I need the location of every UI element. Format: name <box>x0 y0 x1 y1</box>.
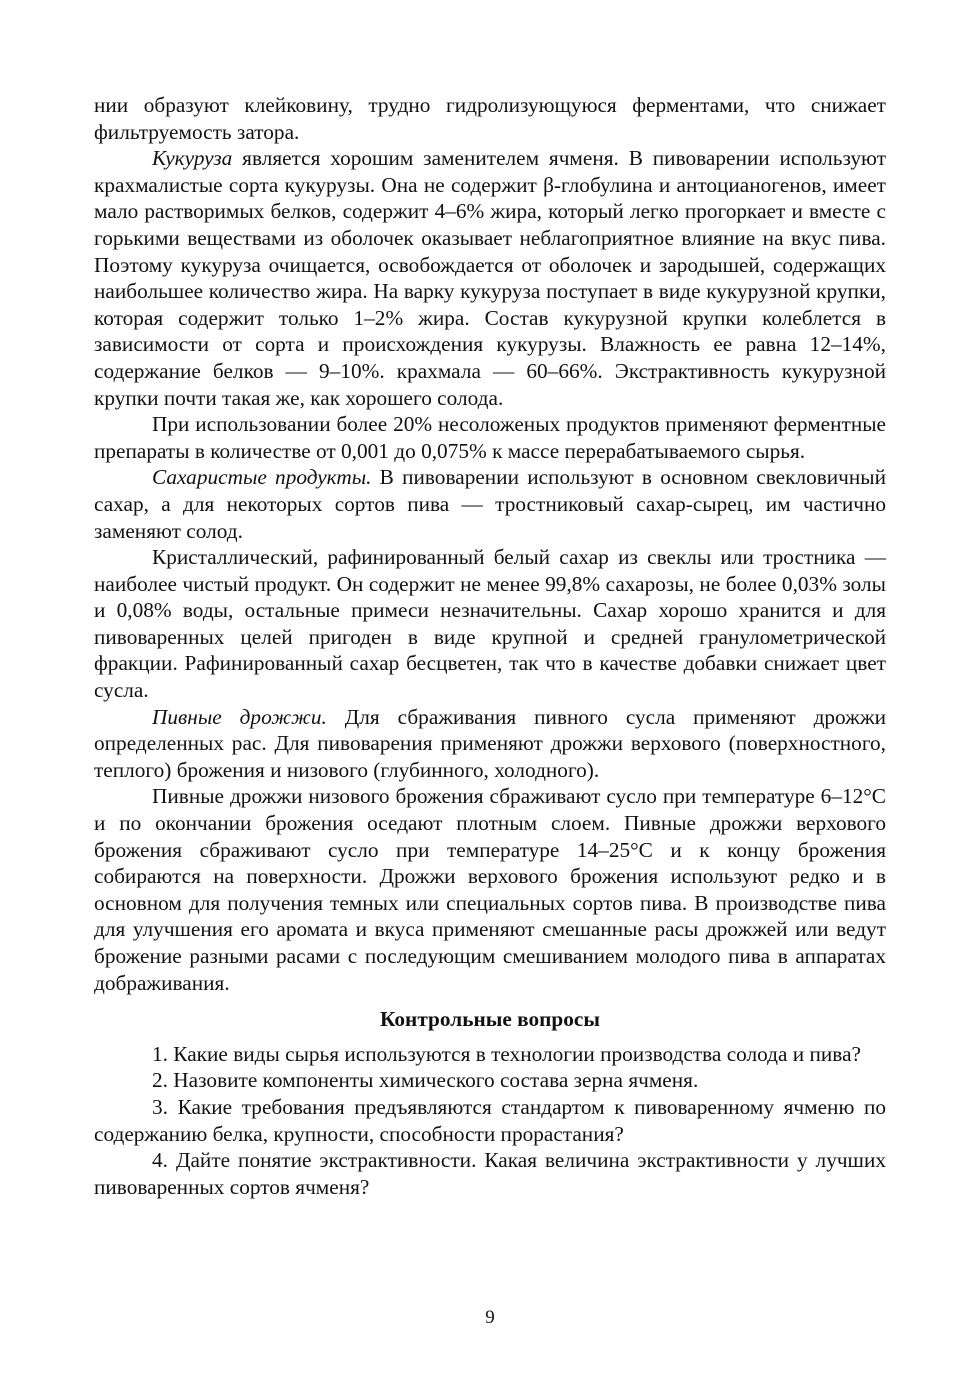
term-yeast: Пивные дрожжи. <box>152 704 327 729</box>
question-2: 2. Назовите компоненты химического состава зерна ячменя. <box>152 1068 699 1093</box>
question-4: 4. Дайте понятие экстрактивности. Какая величина экстрактивности у лучших пивоваренных сортов ячменя? <box>94 1148 886 1199</box>
paragraph-refined-sugar: Кристаллический, рафинированный белый сахар из свеклы или тростника — наиболее чистый продукт. Он содержит не менее 99,8% сахарозы, не более 0,03% золы и 0,08% воды, остальные примеси незначительны. Сахар хорошо хранится и для пивоваренных целей пригоден в виде крупной и средней гранулометрической фракции. Рафинированный сахар бесцветен, так что в качестве добавки снижает цвет сусла. <box>94 545 886 703</box>
page-number: 9 <box>485 1307 495 1328</box>
paragraph-enzymes: При использовании более 20% несоложеных продуктов применяют ферментные препараты в количестве от 0,001 до 0,075% к массе перерабатываемого сырья. <box>94 412 886 463</box>
paragraph-sugar-products: Сахаристые продукты. В пивоварении используют в основном свекловичный сахар, а для некоторых сортов пива — тростниковый сахар-сырец, им частично заменяют солод. <box>94 465 886 543</box>
paragraph-yeast-fermentation: Пивные дрожжи низового брожения сбраживают сусло при температуре 6–12°C и по окончании брожения оседают плотным слоем. Пивные дрожжи верхового брожения сбраживают сусло при температуре 14–25°C и к концу брожения собираются на поверхности. Дрожжи верхового брожения используют редко и в основном для получения темных или специальных сортов пива. В производстве пива для улучшения его аромата и вкуса применяют смешанные расы дрожжей или ведут брожение разными расами с последующим смешиванием молодого пива в аппаратах дображивания. <box>94 784 886 995</box>
questions-heading: Контрольные вопросы <box>380 1007 600 1032</box>
question-3: 3. Какие требования предъявляются стандартом к пивоваренному ячменю по содержанию белка, крупности, способности прорастания? <box>94 1094 886 1146</box>
question-1: 1. Какие виды сырья используются в технологии производства солода и пива? <box>152 1041 861 1066</box>
paragraph-yeast: Пивные дрожжи. Для сбраживания пивного сусла применяют дрожжи определенных рас. Для пивоварения применяют дрожжи верхового (поверхностного, теплого) брожения и низового (глубинного, холодного). <box>94 704 886 782</box>
term-sugar-products: Сахаристые продукты. <box>152 465 372 490</box>
term-corn: Кукуруза <box>152 146 233 171</box>
paragraph-continuation: нии образуют клейковину, трудно гидролизующуюся ферментами, что снижает фильтруемость затора. <box>94 93 886 144</box>
paragraph-corn: Кукуруза является хорошим заменителем ячменя. В пивоварении используют крахмалистые сорта кукурузы. Она не содержит β-глобулина и антоцианогенов, имеет мало растворимых белков, содержит 4–6% жира, который легко прогоркает и вместе с горькими веществами из оболочек оказывает неблагоприятное влияние на вкус пива. Поэтому кукуруза очищается, освобождается от оболочек и зародышей, содержащих наибольшее количество жира. На варку кукуруза поступает в виде кукурузной крупки, которая содержит только 1–2% жира. Состав кукурузной крупки колеблется в зависимости от сорта и происхождения кукурузы. Влажность ее равна 12–14%, содержание белков — 9–10%. крахмала — 60–66%. Экстрактивность кукурузной крупки почти такая же, как хорошего солода. <box>94 146 886 410</box>
body-text <box>94 92 886 1200</box>
